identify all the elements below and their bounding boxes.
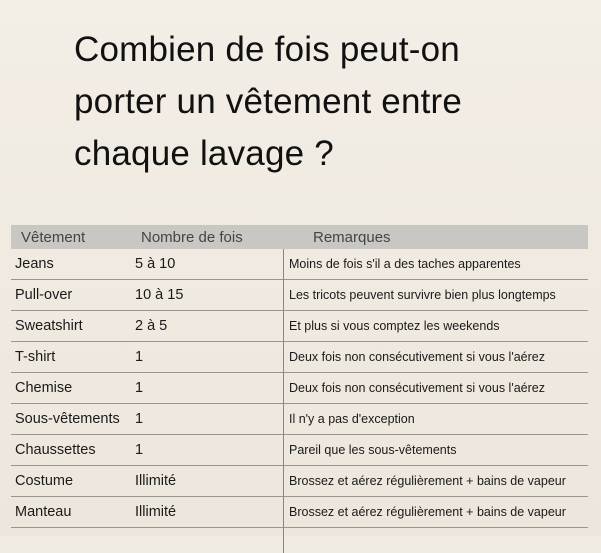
- times-cell: Illimité: [135, 473, 177, 489]
- garment-cell: Sweatshirt: [15, 318, 83, 334]
- remark-cell: Et plus si vous comptez les weekends: [289, 319, 500, 333]
- table-row: [11, 466, 588, 497]
- header-garment: Vêtement: [21, 228, 86, 246]
- garment-cell: T-shirt: [15, 349, 56, 365]
- times-cell: 1: [135, 442, 144, 458]
- remark-cell: Les tricots peuvent survivre bien plus longtemps: [289, 288, 556, 302]
- remark-cell: Brossez et aérez régulièrement + bains de vapeur: [289, 474, 566, 488]
- header-times: Nombre de fois: [141, 228, 243, 246]
- times-cell: 10 à 15: [135, 287, 184, 303]
- times-cell: 1: [135, 380, 144, 396]
- remark-cell: Moins de fois s'il a des taches apparentes: [289, 257, 521, 271]
- laundry-table: [11, 225, 588, 528]
- times-cell: 1: [135, 349, 144, 365]
- remark-cell: Deux fois non consécutivement si vous l'aérez: [289, 350, 545, 364]
- table-row: [11, 373, 588, 404]
- remark-cell: Brossez et aérez régulièrement + bains de vapeur: [289, 505, 566, 519]
- page-title: Combien de fois peut-on porter un vêtement entre chaque lavage ?: [74, 30, 463, 173]
- table-row: [11, 311, 588, 342]
- table-row: [11, 497, 588, 528]
- table-row: [11, 249, 588, 280]
- garment-cell: Sous-vêtements: [15, 411, 120, 427]
- garment-cell: Jeans: [15, 256, 54, 272]
- table-header: [11, 225, 588, 249]
- garment-cell: Costume: [15, 473, 74, 489]
- table-row: [11, 280, 588, 311]
- column-divider: [283, 249, 284, 553]
- garment-cell: Manteau: [15, 504, 72, 520]
- garment-cell: Chemise: [15, 380, 73, 396]
- remark-cell: Il n'y a pas d'exception: [289, 412, 415, 426]
- garment-cell: Chaussettes: [15, 442, 96, 458]
- times-cell: 5 à 10: [135, 256, 176, 272]
- table-body: [11, 249, 588, 528]
- garment-cell: Pull-over: [15, 287, 73, 303]
- times-cell: 2 à 5: [135, 318, 168, 334]
- remark-cell: Pareil que les sous-vêtements: [289, 443, 457, 457]
- table-row: [11, 404, 588, 435]
- table-row: [11, 342, 588, 373]
- remark-cell: Deux fois non consécutivement si vous l'aérez: [289, 381, 545, 395]
- header-remarks: Remarques: [313, 228, 391, 246]
- table-row: [11, 435, 588, 466]
- times-cell: 1: [135, 411, 144, 427]
- times-cell: Illimité: [135, 504, 177, 520]
